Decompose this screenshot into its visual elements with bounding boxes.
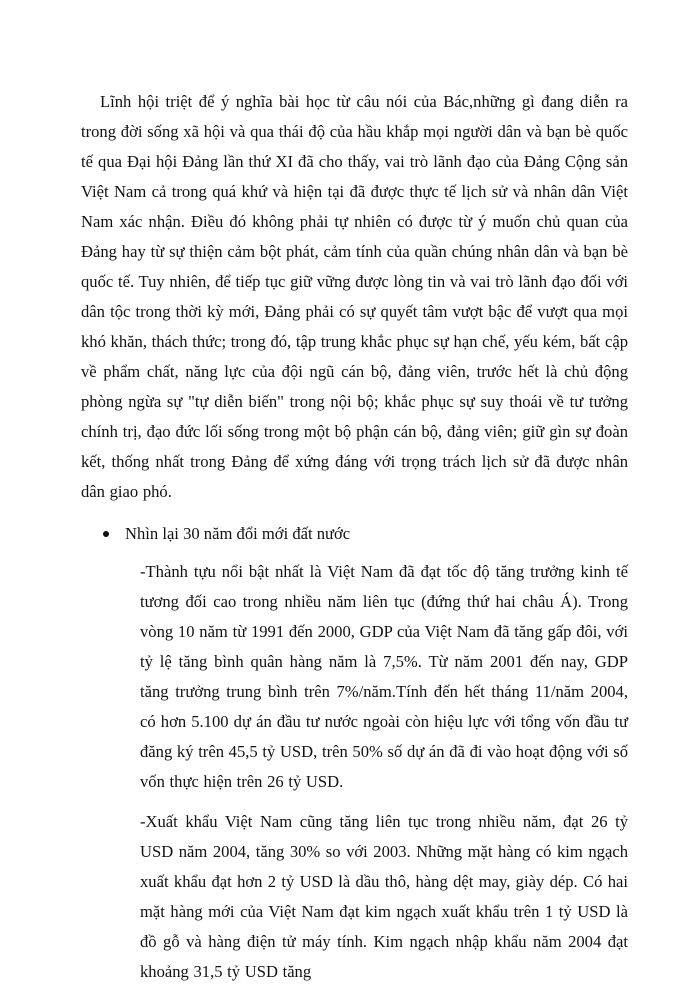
sub-paragraph-export: -Xuất khẩu Việt Nam cũng tăng liên tục trong nhiều năm, đạt 26 tỷ USD năm 2004, tăng 30% so với 2003. Những mặt hàng có kim ngạch xuất khẩu đạt hơn 2 tỷ USD là dầu thô, hàng dệt may, giày dép. Có hai mặt hàng mới của Việt Nam đạt kim ngạch xuất khẩu trên 1 tỷ USD là đồ gỗ và hàng điện tử máy tính. Kim ngạch nhập khẩu năm 2004 đạt khoảng 31,5 tỷ USD tăng [140, 812, 628, 981]
intro-paragraph: Lĩnh hội triệt để ý nghĩa bài học từ câu nói của Bác,những gì đang diễn ra trong đời sống xã hội và qua thái độ của hầu khắp mọi người dân và bạn bè quốc tế qua Đại hội Đảng lần thứ XI đã cho thấy, vai trò lãnh đạo của Đảng Cộng sản Việt Nam cả trong quá khứ và hiện tại đã được thực tế lịch sử và nhân dân Việt Nam xác nhận. Điều đó không phải tự nhiên có được từ ý muốn chủ quan của Đảng hay từ sự thiện cảm bột phát, cảm tính của quần chúng nhân dân và bạn bè quốc tế. Tuy nhiên, để tiếp tục giữ vững được lòng tin và vai trò lãnh đạo đối với dân tộc trong thời kỳ mới, Đảng phải có sự quyết tâm vượt bậc để vượt qua mọi khó khăn, thách thức; trong đó, tập trung khắc phục sự hạn chế, yếu kém, bất cập về phẩm chất, năng lực của đội ngũ cán bộ, đảng viên, trước hết là chủ động phòng ngừa sự "tự diễn biến" trong nội bộ; khắc phục sự suy thoái về tư tưởng chính trị, đạo đức lối sống trong một bộ phận cán bộ, đảng viên; giữ gìn sự đoàn kết, thống nhất trong Đảng để xứng đáng với trọng trách lịch sử đã được nhân dân giao phó. [81, 92, 628, 501]
sub-paragraph-growth: -Thành tựu nổi bật nhất là Việt Nam đã đạt tốc độ tăng trưởng kinh tế tương đối cao trong nhiều năm liên tục (đứng thứ hai châu Á). Trong vòng 10 năm từ 1991 đến 2000, GDP của Việt Nam đã tăng gấp đôi, với tỷ lệ tăng bình quân hàng năm là 7,5%. Từ năm 2001 đến nay, GDP tăng trưởng trung bình trên 7%/năm.Tính đến hết tháng 11/năm 2004, có hơn 5.100 dự án đầu tư nước ngoài còn hiệu lực với tổng vốn đầu tư đăng ký trên 45,5 tỷ USD, trên 50% số dự án đã đi vào hoạt động với số vốn thực hiện trên 26 tỷ USD. [140, 562, 628, 791]
bullet-heading: Nhìn lại 30 năm đổi mới đất nước [125, 524, 351, 543]
bullet-dot-icon [103, 531, 109, 537]
bullet-item [103, 519, 628, 549]
